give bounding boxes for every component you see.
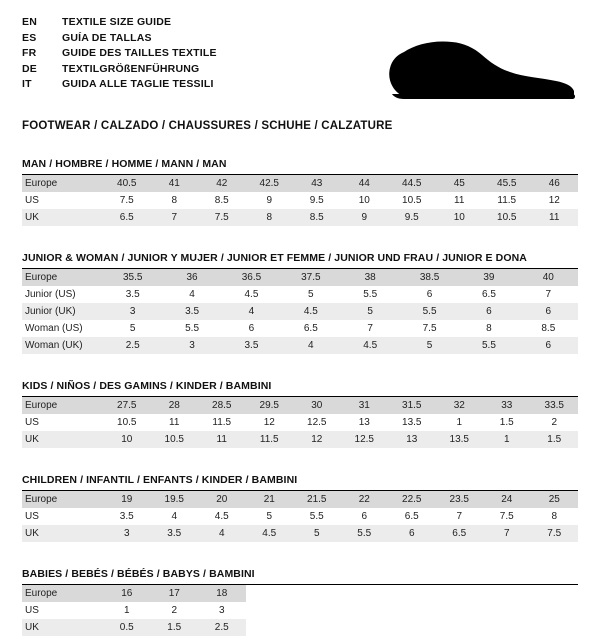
cell: 7.5 <box>499 511 514 522</box>
cell: 5.5 <box>363 289 378 300</box>
row-label: Europe <box>22 585 103 602</box>
cell: 41 <box>151 175 199 192</box>
cell-empty <box>246 602 294 619</box>
cell-empty <box>293 602 341 619</box>
cell-empty <box>341 619 389 636</box>
footwear-section-title: FOOTWEAR / CALZADO / CHAUSSURES / SCHUHE / CALZATURE <box>22 120 393 132</box>
cell: 3 <box>218 605 225 616</box>
row-label: UK <box>22 209 103 226</box>
cell: 7.5 <box>422 323 437 334</box>
cell-empty <box>483 585 531 602</box>
cell: 11 <box>531 209 579 226</box>
cell: 2.5 <box>198 619 246 636</box>
cell: 9.5 <box>309 195 324 206</box>
cell: 1.5 <box>499 417 514 428</box>
cell: 38.5 <box>400 269 459 286</box>
language-row <box>22 78 217 94</box>
cell: 3.5 <box>222 337 281 354</box>
cell: 7 <box>456 511 463 522</box>
cell: 13.5 <box>402 417 422 428</box>
cell: 4 <box>189 289 195 300</box>
language-row <box>22 16 217 32</box>
cell: 5.5 <box>309 511 324 522</box>
cell: 3 <box>103 525 151 542</box>
cell: 42 <box>198 175 246 192</box>
cell: 28 <box>151 397 199 414</box>
cell-empty <box>293 619 341 636</box>
cell: 6 <box>519 303 578 320</box>
section-man <box>22 158 578 226</box>
cell: 0.5 <box>103 619 151 636</box>
cell: 33 <box>483 397 531 414</box>
section-children <box>22 474 578 542</box>
cell-empty <box>483 602 531 619</box>
cell: 8 <box>486 323 492 334</box>
cell-empty <box>483 619 531 636</box>
table-row <box>22 286 578 303</box>
cell: 5.5 <box>341 525 389 542</box>
size-table-babies <box>22 585 578 636</box>
cell: 11.5 <box>246 431 294 448</box>
cell: 10.5 <box>402 195 422 206</box>
table-row <box>22 491 578 508</box>
table-row <box>22 320 578 337</box>
cell: 29.5 <box>246 397 294 414</box>
cell: 3 <box>103 303 162 320</box>
cell: 6.5 <box>481 289 496 300</box>
cell: 6 <box>519 337 578 354</box>
cell: 11 <box>198 431 246 448</box>
cell: 30 <box>293 397 341 414</box>
cell: 5 <box>308 289 314 300</box>
section-kids <box>22 380 578 448</box>
cell: 5 <box>129 323 136 334</box>
cell: 1 <box>483 431 531 448</box>
language-title: GUÍA DE TALLAS <box>62 31 152 44</box>
cell: 4 <box>281 337 340 354</box>
cell: 5 <box>266 511 273 522</box>
cell: 1.5 <box>151 619 199 636</box>
language-code: DE <box>22 62 37 75</box>
cell: 38 <box>341 269 400 286</box>
table-row <box>22 525 578 542</box>
cell: 12 <box>548 195 560 206</box>
cell: 5.5 <box>185 323 200 334</box>
table-row <box>22 303 578 320</box>
language-code: FR <box>22 47 37 59</box>
row-label: Europe <box>22 397 103 414</box>
section-title: BABIES / BEBÉS / BÉBÉS / BABYS / BAMBINI <box>22 568 578 585</box>
cell: 22.5 <box>388 491 436 508</box>
cell: 10 <box>103 431 151 448</box>
size-table-kids <box>22 397 578 448</box>
table-row <box>22 192 578 209</box>
cell: 3.5 <box>162 303 221 320</box>
cell: 3.5 <box>119 511 134 522</box>
cell: 6.5 <box>436 525 484 542</box>
size-table-children <box>22 491 578 542</box>
cell: 11.5 <box>212 417 232 428</box>
cell: 44 <box>341 175 389 192</box>
cell: 21 <box>246 491 294 508</box>
table-row <box>22 175 578 192</box>
cell: 9 <box>266 195 273 206</box>
cell: 39 <box>459 269 518 286</box>
row-label: Woman (UK) <box>22 337 103 354</box>
section-title: MAN / HOMBRE / HOMME / MANN / MAN <box>22 158 578 175</box>
cell: 1 <box>456 417 463 428</box>
cell: 33.5 <box>531 397 579 414</box>
cell: 7 <box>151 209 199 226</box>
cell: 40 <box>519 269 578 286</box>
cell: 22 <box>341 491 389 508</box>
language-title: TEXTILE SIZE GUIDE <box>62 16 172 28</box>
cell: 35.5 <box>103 269 162 286</box>
cell: 8.5 <box>214 195 229 206</box>
cell: 4.5 <box>246 525 294 542</box>
cell: 8.5 <box>541 323 556 334</box>
cell-empty <box>436 619 484 636</box>
language-titles-table <box>22 16 217 94</box>
cell: 31.5 <box>388 397 436 414</box>
dress-shoe-icon <box>386 38 576 104</box>
cell: 6 <box>388 525 436 542</box>
cell: 3 <box>162 337 221 354</box>
cell: 2.5 <box>103 337 162 354</box>
cell: 6.5 <box>303 323 318 334</box>
cell: 19.5 <box>151 491 199 508</box>
cell: 6.5 <box>103 209 151 226</box>
cell: 1.5 <box>531 431 579 448</box>
cell: 13.5 <box>436 431 484 448</box>
cell: 24 <box>483 491 531 508</box>
table-row <box>22 269 578 286</box>
row-label: US <box>25 605 39 616</box>
cell: 19 <box>103 491 151 508</box>
row-label: UK <box>22 431 103 448</box>
section-title: JUNIOR & WOMAN / JUNIOR Y MUJER / JUNIOR ET FEMME / JUNIOR UND FRAU / JUNIOR E DONA <box>22 252 578 269</box>
cell: 6 <box>361 511 368 522</box>
cell: 6 <box>248 323 255 334</box>
cell: 11 <box>454 195 465 206</box>
cell: 45 <box>436 175 484 192</box>
section-title: KIDS / NIÑOS / DES GAMINS / KINDER / BAMBINI <box>22 380 578 397</box>
cell-empty <box>531 602 579 619</box>
cell: 11.5 <box>497 195 517 206</box>
language-title: TEXTILGRÖßENFÜHRUNG <box>62 62 200 75</box>
cell: 7 <box>367 323 373 334</box>
cell: 40.5 <box>103 175 151 192</box>
cell: 5 <box>293 525 341 542</box>
cell: 10.5 <box>483 209 531 226</box>
table-row <box>22 414 578 431</box>
cell: 37.5 <box>281 269 340 286</box>
cell-empty <box>436 602 484 619</box>
cell-empty <box>531 585 579 602</box>
cell: 44.5 <box>388 175 436 192</box>
cell: 45.5 <box>483 175 531 192</box>
row-label: UK <box>22 525 103 542</box>
cell: 9 <box>341 209 389 226</box>
cell: 13 <box>388 431 436 448</box>
cell-empty <box>246 619 294 636</box>
header <box>22 16 578 108</box>
cell: 12 <box>263 417 275 428</box>
cell: 1 <box>123 605 130 616</box>
cell-empty <box>388 619 436 636</box>
cell: 23.5 <box>436 491 484 508</box>
cell: 6 <box>426 289 433 300</box>
cell: 4 <box>171 511 178 522</box>
table-row <box>22 337 578 354</box>
language-title: GUIDE DES TAILLES TEXTILE <box>62 47 217 59</box>
cell: 8 <box>171 195 178 206</box>
cell: 5 <box>341 303 400 320</box>
cell: 4.5 <box>281 303 340 320</box>
cell: 28.5 <box>198 397 246 414</box>
cell: 7.5 <box>198 209 246 226</box>
cell: 7.5 <box>531 525 579 542</box>
cell: 7 <box>545 289 552 300</box>
table-row <box>22 619 578 636</box>
cell: 6.5 <box>404 511 419 522</box>
cell: 5.5 <box>459 337 518 354</box>
language-row <box>22 32 217 48</box>
cell-empty <box>388 585 436 602</box>
language-code: ES <box>22 31 37 44</box>
cell-empty <box>531 619 579 636</box>
cell: 6 <box>459 303 518 320</box>
row-label: US <box>25 195 39 206</box>
language-code: IT <box>22 78 32 90</box>
table-row <box>22 585 578 602</box>
row-label: Junior (UK) <box>22 303 103 320</box>
size-table-junior-woman <box>22 269 578 354</box>
cell: 4.5 <box>341 337 400 354</box>
row-label: Junior (US) <box>25 289 76 300</box>
section-babies <box>22 568 578 636</box>
cell-empty <box>341 602 389 619</box>
cell: 10.5 <box>151 431 199 448</box>
cell: 43 <box>293 175 341 192</box>
table-row <box>22 508 578 525</box>
row-label: Europe <box>22 269 103 286</box>
table-row <box>22 209 578 226</box>
section-title: CHILDREN / INFANTIL / ENFANTS / KINDER / BAMBINI <box>22 474 578 491</box>
row-label: Europe <box>22 175 103 192</box>
cell: 31 <box>341 397 389 414</box>
row-label: Europe <box>22 491 103 508</box>
cell: 20 <box>198 491 246 508</box>
cell: 32 <box>436 397 484 414</box>
cell: 4 <box>198 525 246 542</box>
cell: 12.5 <box>341 431 389 448</box>
language-row <box>22 47 217 63</box>
cell-empty <box>246 585 294 602</box>
cell: 4.5 <box>244 289 259 300</box>
cell: 3.5 <box>151 525 199 542</box>
cell: 5 <box>400 337 459 354</box>
cell: 12.5 <box>307 417 327 428</box>
cell: 36.5 <box>222 269 281 286</box>
cell: 21.5 <box>293 491 341 508</box>
cell: 10 <box>358 195 370 206</box>
cell: 11 <box>169 417 180 428</box>
cell-empty <box>436 585 484 602</box>
cell: 10 <box>436 209 484 226</box>
cell: 12 <box>293 431 341 448</box>
language-code: EN <box>22 16 37 28</box>
size-table-man <box>22 175 578 226</box>
cell: 7 <box>483 525 531 542</box>
cell-empty <box>388 602 436 619</box>
cell-empty <box>293 585 341 602</box>
cell: 8 <box>246 209 294 226</box>
cell-empty <box>341 585 389 602</box>
cell: 17 <box>151 585 199 602</box>
cell: 4 <box>222 303 281 320</box>
cell: 27.5 <box>103 397 151 414</box>
cell: 46 <box>531 175 579 192</box>
section-junior-woman <box>22 252 578 354</box>
cell: 3.5 <box>125 289 140 300</box>
row-label: UK <box>22 619 103 636</box>
cell: 36 <box>162 269 221 286</box>
cell: 42.5 <box>246 175 294 192</box>
language-row <box>22 63 217 79</box>
cell: 4.5 <box>214 511 229 522</box>
cell: 13 <box>358 417 370 428</box>
cell: 18 <box>198 585 246 602</box>
row-label: Woman (US) <box>25 323 83 334</box>
cell: 16 <box>103 585 151 602</box>
row-label: US <box>25 417 39 428</box>
cell: 8.5 <box>293 209 341 226</box>
table-row <box>22 431 578 448</box>
cell: 8 <box>551 511 558 522</box>
cell: 25 <box>531 491 579 508</box>
table-row <box>22 602 578 619</box>
cell: 5.5 <box>400 303 459 320</box>
row-label: US <box>25 511 39 522</box>
cell: 7.5 <box>119 195 134 206</box>
table-row <box>22 397 578 414</box>
language-title: GUIDA ALLE TAGLIE TESSILI <box>62 78 214 90</box>
cell: 2 <box>171 605 178 616</box>
cell: 2 <box>551 417 558 428</box>
cell: 10.5 <box>117 417 137 428</box>
cell: 9.5 <box>388 209 436 226</box>
